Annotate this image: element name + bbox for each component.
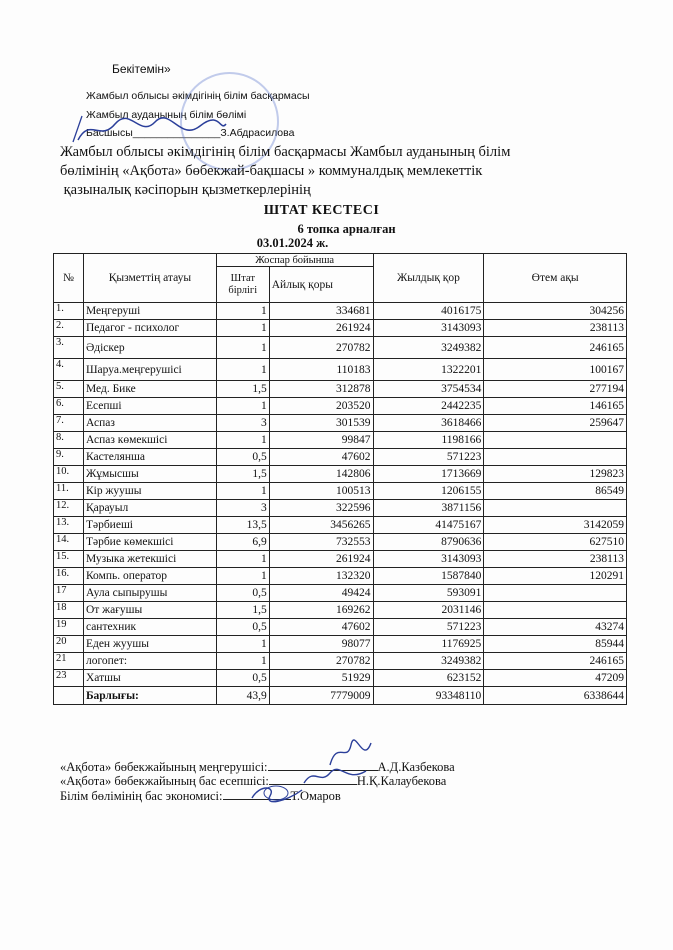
row-staff-units: 0,5 [216, 449, 269, 466]
total-row [54, 687, 627, 705]
table-row [54, 517, 627, 534]
row-annual-fund: 2031146 [373, 602, 484, 619]
row-staff-units: 1 [216, 568, 269, 585]
row-staff-units: 1 [216, 303, 269, 320]
row-compensation: 100167 [484, 359, 627, 381]
row-monthly-fund: 3456265 [269, 517, 373, 534]
header-monthly-fund: Айлық қоры [269, 267, 373, 303]
row-position: Кір жуушы [83, 483, 216, 500]
footer-head-label: «Ақбота» бөбекжайының меңгерушісі: [60, 760, 268, 774]
table-row [54, 398, 627, 415]
row-staff-units: 3 [216, 415, 269, 432]
row-num: 5. [54, 381, 84, 398]
table-row [54, 500, 627, 517]
row-compensation: 146165 [484, 398, 627, 415]
row-annual-fund: 3249382 [373, 653, 484, 670]
row-num: 3. [54, 337, 84, 359]
row-num: 23 [54, 670, 84, 687]
row-num: 18 [54, 602, 84, 619]
row-position: Қарауыл [83, 500, 216, 517]
row-staff-units: 0,5 [216, 619, 269, 636]
row-compensation: 304256 [484, 303, 627, 320]
row-num: 11. [54, 483, 84, 500]
staff-table [53, 253, 627, 705]
footer-head-name: А.Д.Казбекова [377, 760, 455, 774]
row-monthly-fund: 322596 [269, 500, 373, 517]
document-title: ШТАТ КЕСТЕСІ [263, 203, 380, 218]
row-staff-units: 1 [216, 398, 269, 415]
row-annual-fund: 3143093 [373, 320, 484, 337]
table-row [54, 449, 627, 466]
row-position: Компь. оператор [83, 568, 216, 585]
row-position: Тәрбиеші [83, 517, 216, 534]
document-date: 03.01.2024 ж. [256, 236, 329, 250]
table-row [54, 670, 627, 687]
header-staff-units: Штат бірлігі [216, 267, 269, 303]
heading-line-1: Жамбыл облысы әкімдігінің білім басқармасы Жамбыл ауданының білім [60, 144, 511, 160]
row-monthly-fund: 203520 [269, 398, 373, 415]
row-num: 19 [54, 619, 84, 636]
footer-head-line [60, 760, 455, 775]
row-num: 1. [54, 303, 84, 320]
table-row [54, 653, 627, 670]
approval-title: Бекітемін» [112, 62, 171, 76]
approval-line-department: Жамбыл облысы әкімдігінің білім басқармасы [86, 90, 310, 102]
row-annual-fund: 3618466 [373, 415, 484, 432]
row-staff-units: 1 [216, 359, 269, 381]
row-monthly-fund: 270782 [269, 337, 373, 359]
row-num: 14. [54, 534, 84, 551]
table-row [54, 466, 627, 483]
row-annual-fund: 3871156 [373, 500, 484, 517]
row-position: Аспаз [83, 415, 216, 432]
row-num: 7. [54, 415, 84, 432]
row-num: 17 [54, 585, 84, 602]
table-row [54, 585, 627, 602]
row-compensation: 259647 [484, 415, 627, 432]
row-monthly-fund: 98077 [269, 636, 373, 653]
row-position: Әдіскер [83, 337, 216, 359]
row-compensation [484, 432, 627, 449]
row-compensation: 238113 [484, 551, 627, 568]
row-staff-units: 13,5 [216, 517, 269, 534]
approval-line-head: Басшысы_______________З.Абдрасилова [86, 127, 295, 139]
footer-economist-label: Білім бөлімінің бас экономисі: [60, 789, 223, 803]
row-annual-fund: 3754534 [373, 381, 484, 398]
approval-line-district: Жамбыл ауданының білім бөлімі [86, 109, 247, 121]
row-staff-units: 1 [216, 551, 269, 568]
row-annual-fund: 3249382 [373, 337, 484, 359]
table-row [54, 534, 627, 551]
row-monthly-fund: 261924 [269, 320, 373, 337]
row-position: Хатшы [83, 670, 216, 687]
row-monthly-fund: 312878 [269, 381, 373, 398]
document-subtitle: 6 топка арналған [297, 222, 396, 236]
row-annual-fund: 593091 [373, 585, 484, 602]
total-units: 43,9 [216, 687, 269, 705]
row-num: 16. [54, 568, 84, 585]
row-position: Жұмысшы [83, 466, 216, 483]
row-position: Еден жуушы [83, 636, 216, 653]
row-compensation: 86549 [484, 483, 627, 500]
row-compensation [484, 500, 627, 517]
row-staff-units: 1 [216, 636, 269, 653]
total-label: Барлығы: [83, 687, 216, 705]
row-annual-fund: 1587840 [373, 568, 484, 585]
row-monthly-fund: 132320 [269, 568, 373, 585]
row-monthly-fund: 49424 [269, 585, 373, 602]
row-annual-fund: 1176925 [373, 636, 484, 653]
footer-accountant-label: «Ақбота» бөбекжайының бас есепшісі: [60, 774, 269, 788]
row-annual-fund: 1322201 [373, 359, 484, 381]
row-compensation: 238113 [484, 320, 627, 337]
row-position: Кастелянша [83, 449, 216, 466]
total-monthly: 7779009 [269, 687, 373, 705]
row-monthly-fund: 732553 [269, 534, 373, 551]
row-compensation: 627510 [484, 534, 627, 551]
table-row [54, 303, 627, 320]
total-annual: 93348110 [373, 687, 484, 705]
row-compensation [484, 449, 627, 466]
header-position: Қызметтің атауы [83, 254, 216, 303]
row-compensation [484, 602, 627, 619]
footer-economist-name: Т.Омаров [290, 789, 341, 803]
row-position: сантехник [83, 619, 216, 636]
accountant-signature [300, 765, 370, 789]
row-annual-fund: 2442235 [373, 398, 484, 415]
row-position: Музыка жетекшісі [83, 551, 216, 568]
total-compensation: 6338644 [484, 687, 627, 705]
row-compensation: 246165 [484, 337, 627, 359]
row-position: Тәрбие көмекшісі [83, 534, 216, 551]
header-annual-fund: Жылдық қор [373, 254, 484, 303]
row-compensation: 277194 [484, 381, 627, 398]
row-staff-units: 1,5 [216, 466, 269, 483]
row-compensation: 43274 [484, 619, 627, 636]
table-row [54, 551, 627, 568]
row-annual-fund: 571223 [373, 449, 484, 466]
table-row [54, 337, 627, 359]
footer-accountant-name: Н.Қ.Калаубекова [356, 774, 447, 788]
row-monthly-fund: 100513 [269, 483, 373, 500]
row-position: Аула сыпырушы [83, 585, 216, 602]
row-position: логопет: [83, 653, 216, 670]
table-row [54, 568, 627, 585]
row-annual-fund: 41475167 [373, 517, 484, 534]
row-annual-fund: 3143093 [373, 551, 484, 568]
table-row [54, 636, 627, 653]
row-num: 15. [54, 551, 84, 568]
row-staff-units: 1,5 [216, 602, 269, 619]
row-monthly-fund: 142806 [269, 466, 373, 483]
row-staff-units: 1 [216, 653, 269, 670]
row-annual-fund: 1206155 [373, 483, 484, 500]
row-monthly-fund: 261924 [269, 551, 373, 568]
row-num: 4. [54, 359, 84, 381]
row-num: 9. [54, 449, 84, 466]
row-monthly-fund: 51929 [269, 670, 373, 687]
row-compensation: 129823 [484, 466, 627, 483]
table-row [54, 415, 627, 432]
row-monthly-fund: 47602 [269, 619, 373, 636]
header-plan: Жоспар бойынша [216, 254, 373, 267]
row-annual-fund: 571223 [373, 619, 484, 636]
row-position: Аспаз көмекшісі [83, 432, 216, 449]
table-row [54, 483, 627, 500]
row-compensation: 47209 [484, 670, 627, 687]
table-row [54, 381, 627, 398]
row-staff-units: 1,5 [216, 381, 269, 398]
row-monthly-fund: 270782 [269, 653, 373, 670]
heading-line-2: бөлімінің «Ақбота» бөбекжай-бақшасы » коммуналдық мемлекеттік [60, 163, 483, 179]
row-staff-units: 0,5 [216, 585, 269, 602]
row-position: Шаруа.меңгерушісі [83, 359, 216, 381]
row-annual-fund: 1198166 [373, 432, 484, 449]
row-position: Мед. Бике [83, 381, 216, 398]
heading-line-3: қазыналық кәсіпорын қызметкерлерінің [60, 182, 311, 198]
table-row [54, 602, 627, 619]
row-staff-units: 1 [216, 483, 269, 500]
row-monthly-fund: 99847 [269, 432, 373, 449]
row-num: 13. [54, 517, 84, 534]
row-monthly-fund: 47602 [269, 449, 373, 466]
document-heading [60, 143, 580, 200]
row-num: 12. [54, 500, 84, 517]
row-position: Педагог - психолог [83, 320, 216, 337]
table-row [54, 359, 627, 381]
row-annual-fund: 8790636 [373, 534, 484, 551]
row-annual-fund: 623152 [373, 670, 484, 687]
table-row [54, 432, 627, 449]
row-staff-units: 1 [216, 432, 269, 449]
row-compensation: 120291 [484, 568, 627, 585]
row-num: 10. [54, 466, 84, 483]
row-monthly-fund: 301539 [269, 415, 373, 432]
row-staff-units: 0,5 [216, 670, 269, 687]
row-annual-fund: 1713669 [373, 466, 484, 483]
row-monthly-fund: 110183 [269, 359, 373, 381]
row-num: 8. [54, 432, 84, 449]
row-staff-units: 1 [216, 337, 269, 359]
row-staff-units: 1 [216, 320, 269, 337]
header-num: № [54, 254, 84, 303]
row-staff-units: 6,9 [216, 534, 269, 551]
row-compensation: 85944 [484, 636, 627, 653]
row-compensation: 3142059 [484, 517, 627, 534]
row-num: 6. [54, 398, 84, 415]
row-num: 20 [54, 636, 84, 653]
row-position: От жағушы [83, 602, 216, 619]
row-position: Есепші [83, 398, 216, 415]
row-compensation: 246165 [484, 653, 627, 670]
row-monthly-fund: 169262 [269, 602, 373, 619]
table-row [54, 320, 627, 337]
row-num: 21 [54, 653, 84, 670]
row-monthly-fund: 334681 [269, 303, 373, 320]
table-row [54, 619, 627, 636]
economist-signature [246, 780, 306, 806]
row-num: 2. [54, 320, 84, 337]
header-compensation: Өтем ақы [484, 254, 627, 303]
row-staff-units: 3 [216, 500, 269, 517]
row-annual-fund: 4016175 [373, 303, 484, 320]
row-position: Меңгеруші [83, 303, 216, 320]
row-compensation [484, 585, 627, 602]
